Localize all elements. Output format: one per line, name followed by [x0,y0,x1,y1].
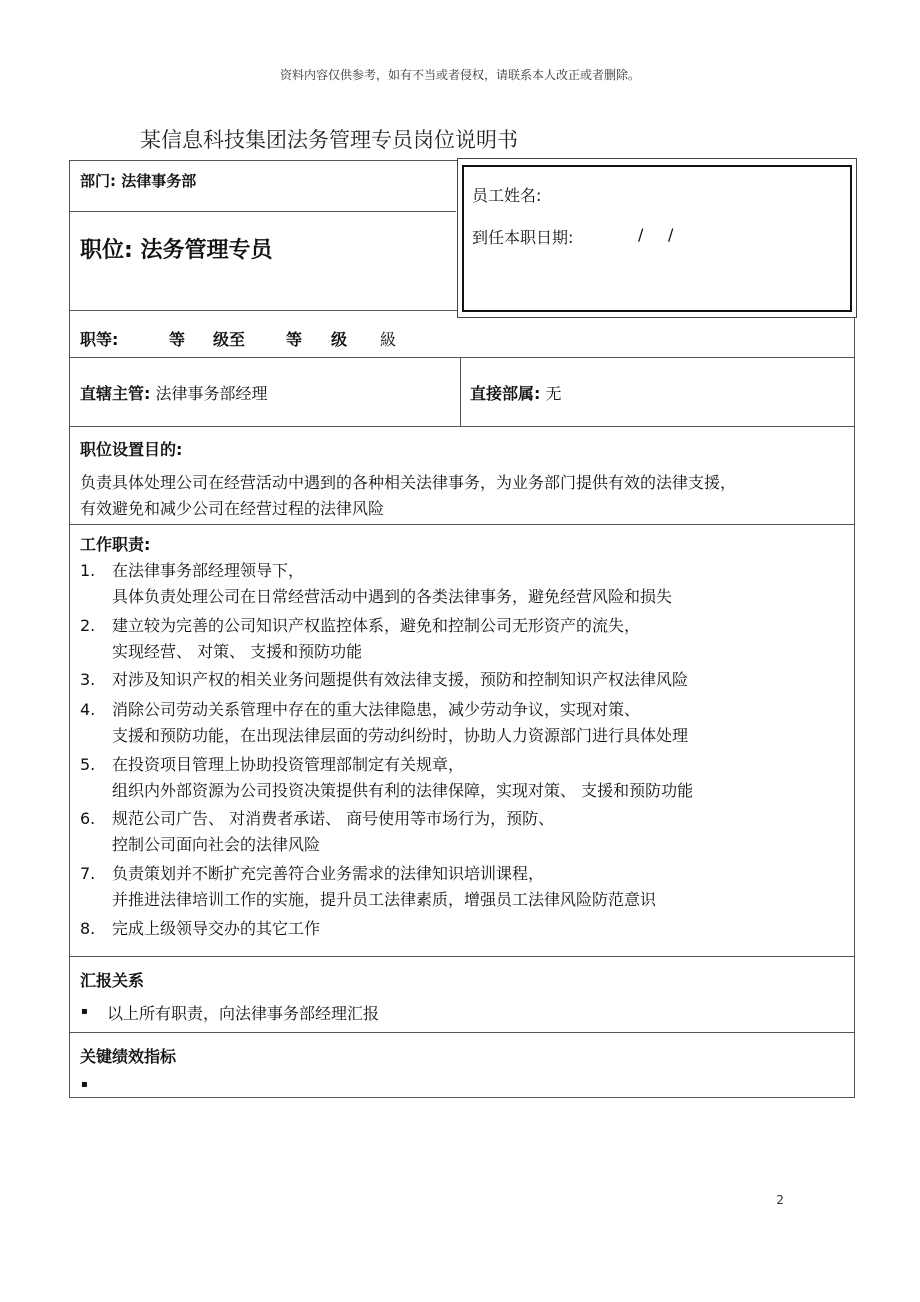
duty-line: 在法律事务部经理领导下， [112,561,305,580]
department-label: 部门: [80,172,116,190]
purpose-line-1: 负责具体处理公司在经营活动中遇到的各种相关法律事务，为业务部门提供有效的法律支援， [80,473,737,492]
duty-line: 建立较为完善的公司知识产权监控体系，避免和控制公司无形资产的流失， [112,616,641,635]
duty-number: 3. [80,670,96,689]
duty-line: 支援和预防功能，在出现法律层面的劳动纠纷时，协助人力资源部门进行具体处理 [112,726,689,745]
duty-number: 1. [80,561,96,580]
supervisor-row [80,381,268,404]
duty-line: 规范公司广告、 对消费者承诺、 商号使用等市场行为，预防、 [112,809,555,828]
grade-part-5: 級 [380,330,397,349]
reporting-item: 以上所有职责，向法律事务部经理汇报 [107,1004,380,1023]
duty-line: 并推进法律培训工作的实施，提升员工法律素质，增强员工法律风险防范意识 [112,890,657,909]
page-number: 2 [776,1193,784,1207]
duty-number: 4. [80,700,96,719]
disclaimer-text: 资料内容仅供参考，如有不当或者侵权，请联系本人改正或者删除。 [279,68,640,82]
position-label: 职位: [80,238,133,263]
duties-heading: 工作职责: [80,535,151,554]
divider-purpose [70,524,854,525]
divider-department [70,211,456,212]
date-separator-2: / [668,225,674,244]
grade-part-1: 等 [169,330,186,349]
duty-number: 2. [80,616,96,635]
duty-line: 具体负责处理公司在日常经营活动中遇到的各类法律事务，避免经营风险和损失 [112,587,673,606]
reporting-bullet: ▪ [81,1006,88,1017]
duty-line: 消除公司劳动关系管理中存在的重大法律隐患，减少劳动争议，实现对策、 [112,700,641,719]
department-value: 法律事务部 [121,172,197,190]
position-row [80,233,273,264]
divider-duties [70,956,854,957]
employee-info-box [457,158,857,318]
employee-name-label: 员工姓名: [472,186,542,205]
document-title: 某信息科技集团法务管理专员岗位说明书 [140,128,518,152]
start-date-label: 到任本职日期: [472,228,574,247]
duty-line: 负责策划并不断扩充完善符合业务需求的法律知识培训课程， [112,864,545,883]
grade-label: 职等: [80,330,119,349]
position-value: 法务管理专员 [140,238,273,263]
divider-supervisor [70,426,854,427]
duty-number: 8. [80,919,96,938]
divider-supervisor-vertical [460,357,461,426]
duty-line: 在投资项目管理上协助投资管理部制定有关规章， [112,755,465,774]
divider-grade [70,357,854,358]
grade-part-3: 等 [286,330,303,349]
duty-line: 对涉及知识产权的相关业务问题提供有效法律支援，预防和控制知识产权法律风险 [112,670,689,689]
supervisor-label: 直辖主管: [80,384,151,403]
date-separator-1: / [638,225,644,244]
divider-reporting [70,1032,854,1033]
subordinate-value: 无 [545,384,562,403]
department-row [80,170,196,191]
reporting-heading: 汇报关系 [80,971,145,990]
employee-info-inner [462,165,852,312]
kpi-heading: 关键绩效指标 [80,1047,177,1066]
purpose-line-2: 有效避免和减少公司在经营过程的法律风险 [80,499,385,518]
duty-number: 7. [80,864,96,883]
duty-line: 完成上级领导交办的其它工作 [112,919,321,938]
duty-line: 实现经营、 对策、 支援和预防功能 [112,642,363,661]
supervisor-value: 法律事务部经理 [155,384,268,403]
duty-line: 组织内外部资源为公司投资决策提供有利的法律保障，实现对策、 支援和预防功能 [112,781,694,800]
purpose-heading: 职位设置目的: [80,440,183,459]
grade-part-4: 级 [331,330,348,349]
subordinate-label: 直接部属: [470,384,541,403]
duty-number: 5. [80,755,96,774]
kpi-bullet: ▪ [81,1079,88,1090]
duty-line: 控制公司面向社会的法律风险 [112,835,321,854]
grade-part-2: 级至 [213,330,246,349]
duty-number: 6. [80,809,96,828]
subordinate-row [470,381,562,404]
